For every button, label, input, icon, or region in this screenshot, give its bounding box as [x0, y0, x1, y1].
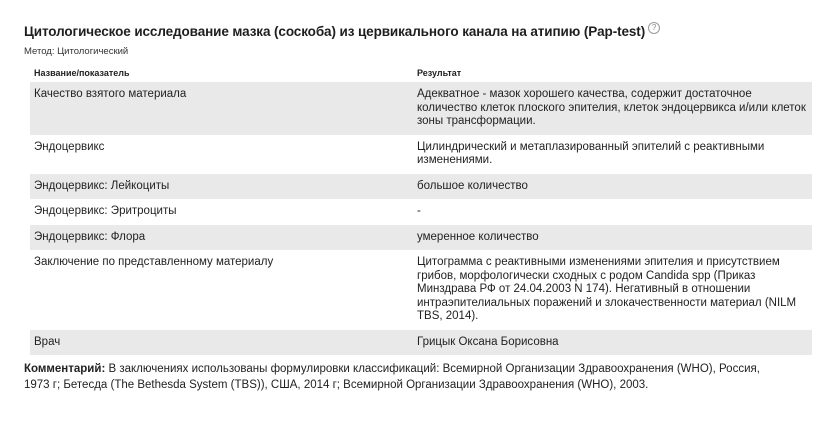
table-header-row	[30, 63, 812, 82]
table-row	[30, 250, 812, 330]
row-name: Врач	[30, 330, 413, 356]
table-row	[30, 135, 812, 174]
page-title: Цитологическое исследование мазка (соскоба) из цервикального канала на атипию (Pap-test)	[24, 23, 646, 39]
table-row	[30, 330, 812, 356]
row-name: Эндоцервикс	[34, 140, 105, 153]
column-header-result: Результат	[417, 68, 462, 78]
row-result: Грицык Оксана Борисовна	[413, 330, 812, 356]
results-table	[30, 63, 812, 355]
comment-text: В заключениях использованы формулировки классификаций: Всемирной Организации Здравоохранения (WHO), Россия, 1973 г; Бетесда (The Bethesda System (TBS)), США, 2014 г; Всемирной Организации Здравоохранения (WHO), 2003.	[24, 363, 760, 391]
row-result: Цилиндрический и метаплазированный эпителий с реактивными изменениями.	[417, 140, 765, 166]
table-row	[30, 82, 812, 135]
column-header-name: Название/показатель	[34, 68, 130, 78]
row-name: Эндоцервикс: Флора	[30, 225, 413, 251]
row-result: умеренное количество	[413, 225, 812, 251]
title-row	[24, 20, 806, 42]
question-circle-icon[interactable]: ?	[648, 22, 660, 34]
row-result: Адекватное - мазок хорошего качества, содержит достаточное количество клеток плоского эпителия, клеток эндоцервикса и/или клеток зоны трансформации.	[413, 82, 812, 135]
row-name: Эндоцервикс: Лейкоциты	[30, 174, 413, 200]
row-result: большое количество	[413, 174, 812, 200]
row-name: Качество взятого материала	[30, 82, 413, 135]
comment-label: Комментарий:	[24, 363, 106, 375]
table-row	[30, 199, 812, 225]
table-row	[30, 174, 812, 200]
method-label: Метод: Цитологический	[24, 46, 129, 57]
comment-block	[24, 361, 784, 393]
row-name: Заключение по представленному материалу	[34, 256, 274, 268]
row-result: Цитограмма с реактивными изменениями эпителия и присутствием грибов, морфологически сходных с родом Candida spp (Приказ Минздрава РФ от 24.04.2003 N 174). Негативный в отношении интраэпителиальных поражений и злокачественности материал (NILM TBS, 2014).	[417, 256, 797, 322]
table-row	[30, 225, 812, 251]
row-name: Эндоцервикс: Эритроциты	[34, 205, 177, 217]
row-result: -	[417, 205, 421, 217]
